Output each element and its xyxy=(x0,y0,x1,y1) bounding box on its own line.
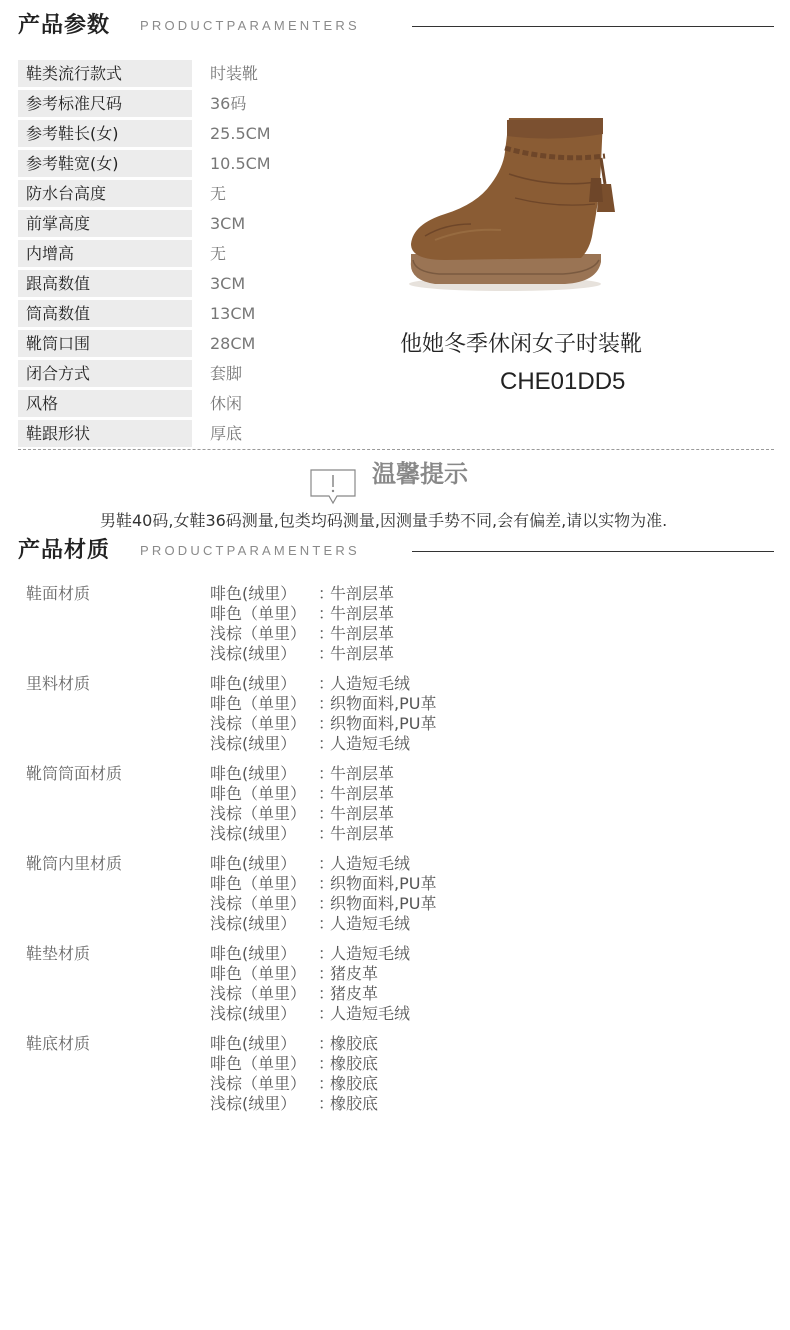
material-item: 啡色(绒里） ：牛剖层革 xyxy=(210,764,395,783)
material-item: 浅棕(绒里） ：牛剖层革 xyxy=(210,824,395,843)
material-item: 啡色（单里） ：猪皮革 xyxy=(210,964,379,983)
material-color: 浅棕(绒里） xyxy=(210,824,297,843)
materials-section-header xyxy=(18,534,774,568)
material-color: 啡色(绒里） xyxy=(210,674,297,693)
material-item: 啡色(绒里） ：牛剖层革 xyxy=(210,584,395,603)
material-value: 橡胶底 xyxy=(330,1094,379,1113)
material-item: 浅棕(绒里） ：牛剖层革 xyxy=(210,644,395,663)
material-label: 里料材质 xyxy=(26,674,91,693)
material-value: 人造短毛绒 xyxy=(330,944,411,963)
param-row xyxy=(18,150,378,180)
material-value: 猪皮革 xyxy=(330,984,379,1003)
param-label: 风格 xyxy=(18,390,192,417)
param-label: 前掌高度 xyxy=(18,210,192,237)
param-row xyxy=(18,300,378,330)
material-value: 人造短毛绒 xyxy=(330,674,411,693)
param-value: 13CM xyxy=(210,304,256,323)
material-value: 牛剖层革 xyxy=(330,624,395,643)
param-label: 筒高数值 xyxy=(18,300,192,327)
material-value: 猪皮革 xyxy=(330,964,379,983)
param-value: 3CM xyxy=(210,214,246,233)
param-value: 25.5CM xyxy=(210,124,271,143)
material-value: 牛剖层革 xyxy=(330,604,395,623)
materials-list xyxy=(18,584,758,1124)
param-row xyxy=(18,330,378,360)
product-boot-image xyxy=(405,112,623,294)
material-color: 浅棕（单里） xyxy=(210,984,307,1003)
material-item: 啡色（单里） ：织物面料,PU革 xyxy=(210,694,437,713)
material-item: 啡色（单里） ：牛剖层革 xyxy=(210,604,395,623)
material-label: 靴筒筒面材质 xyxy=(26,764,123,783)
material-color: 浅棕(绒里） xyxy=(210,1094,297,1113)
material-value: 牛剖层革 xyxy=(330,584,395,603)
param-value: 28CM xyxy=(210,334,256,353)
param-row xyxy=(18,120,378,150)
param-label: 参考标准尺码 xyxy=(18,90,192,117)
param-label: 鞋跟形状 xyxy=(18,420,192,447)
dashed-divider xyxy=(18,449,774,450)
material-item: 浅棕（单里） ：牛剖层革 xyxy=(210,804,395,823)
material-value: 人造短毛绒 xyxy=(330,854,411,873)
speech-bubble-exclamation-icon xyxy=(310,469,356,505)
param-value: 厚底 xyxy=(210,424,243,443)
param-row xyxy=(18,360,378,390)
material-item: 啡色（单里） ：织物面料,PU革 xyxy=(210,874,437,893)
material-color: 浅棕（单里） xyxy=(210,804,307,823)
material-value: 人造短毛绒 xyxy=(330,734,411,753)
material-value: 织物面料,PU革 xyxy=(330,714,437,733)
material-value: 橡胶底 xyxy=(330,1054,379,1073)
material-value: 橡胶底 xyxy=(330,1034,379,1053)
param-row xyxy=(18,210,378,240)
material-value: 牛剖层革 xyxy=(330,784,395,803)
material-color: 啡色（单里） xyxy=(210,874,307,893)
material-color: 浅棕(绒里） xyxy=(210,914,297,933)
material-color: 浅棕（单里） xyxy=(210,714,307,733)
material-label: 靴筒内里材质 xyxy=(26,854,123,873)
material-color: 浅棕(绒里） xyxy=(210,644,297,663)
material-item: 啡色（单里） ：牛剖层革 xyxy=(210,784,395,803)
params-table xyxy=(18,60,378,450)
param-value: 10.5CM xyxy=(210,154,271,173)
params-section-subtitle: PRODUCTPARAMENTERS xyxy=(140,18,360,33)
material-group xyxy=(18,1034,758,1124)
tip-title: 温馨提示 xyxy=(372,460,468,488)
material-color: 啡色(绒里） xyxy=(210,764,297,783)
param-label: 参考鞋宽(女) xyxy=(18,150,192,177)
material-item: 浅棕(绒里） ：人造短毛绒 xyxy=(210,734,411,753)
material-item: 啡色(绒里） ：橡胶底 xyxy=(210,1034,379,1053)
param-label: 内增高 xyxy=(18,240,192,267)
param-label: 鞋类流行款式 xyxy=(18,60,192,87)
param-label: 跟高数值 xyxy=(18,270,192,297)
material-color: 啡色(绒里） xyxy=(210,584,297,603)
material-color: 浅棕(绒里） xyxy=(210,734,297,753)
param-value: 套脚 xyxy=(210,364,243,383)
material-color: 浅棕（单里） xyxy=(210,1074,307,1093)
materials-section-rule xyxy=(412,551,774,552)
material-label: 鞋垫材质 xyxy=(26,944,91,963)
material-group xyxy=(18,674,758,764)
param-row xyxy=(18,390,378,420)
param-row xyxy=(18,240,378,270)
params-section-title: 产品参数 xyxy=(18,13,111,38)
material-color: 啡色（单里） xyxy=(210,1054,307,1073)
param-value: 3CM xyxy=(210,274,246,293)
material-value: 织物面料,PU革 xyxy=(330,874,437,893)
materials-section-title: 产品材质 xyxy=(18,538,111,563)
param-label: 靴筒口围 xyxy=(18,330,192,357)
material-color: 浅棕（单里） xyxy=(210,624,307,643)
param-row xyxy=(18,420,378,450)
material-item: 浅棕（单里） ：橡胶底 xyxy=(210,1074,379,1093)
material-value: 人造短毛绒 xyxy=(330,914,411,933)
params-section-header xyxy=(18,9,774,43)
param-label: 防水台高度 xyxy=(18,180,192,207)
material-item: 浅棕（单里） ：织物面料,PU革 xyxy=(210,894,437,913)
param-label: 参考鞋长(女) xyxy=(18,120,192,147)
material-item: 啡色(绒里） ：人造短毛绒 xyxy=(210,944,411,963)
param-value: 时装靴 xyxy=(210,64,259,83)
materials-section-subtitle: PRODUCTPARAMENTERS xyxy=(140,543,360,558)
material-color: 啡色(绒里） xyxy=(210,854,297,873)
material-item: 浅棕(绒里） ：人造短毛绒 xyxy=(210,914,411,933)
material-color: 浅棕(绒里） xyxy=(210,1004,297,1023)
material-color: 浅棕（单里） xyxy=(210,894,307,913)
material-group xyxy=(18,944,758,1034)
material-item: 浅棕（单里） ：牛剖层革 xyxy=(210,624,395,643)
params-section-rule xyxy=(412,26,774,27)
material-value: 牛剖层革 xyxy=(330,644,395,663)
material-group xyxy=(18,764,758,854)
param-value: 无 xyxy=(210,184,227,203)
material-value: 织物面料,PU革 xyxy=(330,694,437,713)
material-label: 鞋底材质 xyxy=(26,1034,91,1053)
material-color: 啡色（单里） xyxy=(210,694,307,713)
material-label: 鞋面材质 xyxy=(26,584,91,603)
param-value: 36码 xyxy=(210,94,247,113)
material-color: 啡色(绒里） xyxy=(210,1034,297,1053)
material-item: 浅棕（单里） ：猪皮革 xyxy=(210,984,379,1003)
material-color: 啡色（单里） xyxy=(210,604,307,623)
material-item: 浅棕（单里） ：织物面料,PU革 xyxy=(210,714,437,733)
material-value: 牛剖层革 xyxy=(330,804,395,823)
material-item: 浅棕(绒里） ：人造短毛绒 xyxy=(210,1004,411,1023)
material-group xyxy=(18,584,758,674)
material-value: 人造短毛绒 xyxy=(330,1004,411,1023)
product-code: CHE01DD5 xyxy=(500,368,626,395)
material-color: 啡色（单里） xyxy=(210,964,307,983)
param-row xyxy=(18,270,378,300)
material-item: 浅棕(绒里） ：橡胶底 xyxy=(210,1094,379,1113)
param-label: 闭合方式 xyxy=(18,360,192,387)
material-value: 橡胶底 xyxy=(330,1074,379,1093)
param-row xyxy=(18,60,378,90)
material-value: 织物面料,PU革 xyxy=(330,894,437,913)
material-value: 牛剖层革 xyxy=(330,824,395,843)
param-value: 无 xyxy=(210,244,227,263)
material-color: 啡色（单里） xyxy=(210,784,307,803)
param-row xyxy=(18,180,378,210)
material-color: 啡色(绒里） xyxy=(210,944,297,963)
material-item: 啡色(绒里） ：人造短毛绒 xyxy=(210,674,411,693)
param-value: 休闲 xyxy=(210,394,243,413)
param-row xyxy=(18,90,378,120)
product-name: 他她冬季休闲女子时装靴 xyxy=(400,332,643,357)
material-group xyxy=(18,854,758,944)
material-item: 啡色（单里） ：橡胶底 xyxy=(210,1054,379,1073)
material-item: 啡色(绒里） ：人造短毛绒 xyxy=(210,854,411,873)
material-value: 牛剖层革 xyxy=(330,764,395,783)
tip-text: 男鞋40码,女鞋36码测量,包类均码测量,因测量手势不同,会有偏差,请以实物为准. xyxy=(100,511,668,530)
